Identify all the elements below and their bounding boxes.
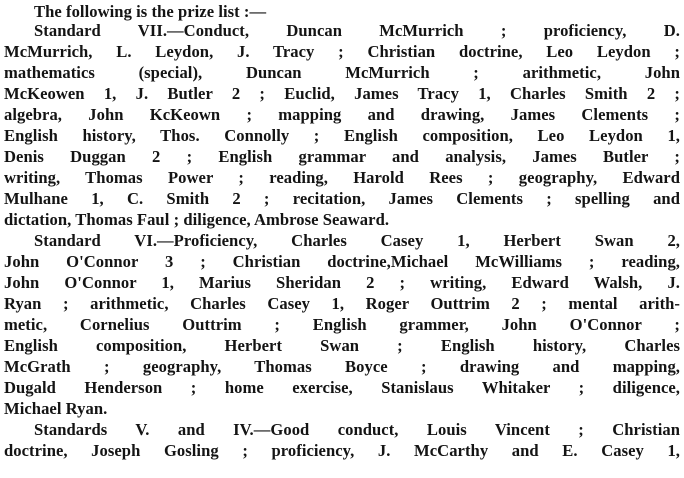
standard-vi-line: metic, Cornelius Outtrim ; English grammer, John O'Connor ; xyxy=(4,315,680,334)
standard-vii-line: McMurrich, L. Leydon, J. Tracy ; Christian doctrine, Leo Leydon ; xyxy=(4,42,680,61)
standard-vi-line: John O'Connor 3 ; Christian doctrine,Michael McWilliams ; reading, xyxy=(4,252,680,271)
standards-v-iv-line: doctrine, Joseph Gosling ; proficiency, J. McCarthy and E. Casey 1, xyxy=(4,441,680,460)
standard-vii-line: Standard VII.—Conduct, Duncan McMurrich ; proficiency, D. xyxy=(34,21,680,40)
standard-vii-line: writing, Thomas Power ; reading, Harold Rees ; geography, Edward xyxy=(4,168,680,187)
standard-vi-line: McGrath ; geography, Thomas Boyce ; drawing and mapping, xyxy=(4,357,680,376)
standard-vi-line: Ryan ; arithmetic, Charles Casey 1, Roger Outtrim 2 ; mental arith- xyxy=(4,294,680,313)
standard-vi-line-last: Michael Ryan. xyxy=(4,399,108,418)
standard-vi-line: Dugald Henderson ; home exercise, Stanislaus Whitaker ; diligence, xyxy=(4,378,680,397)
standard-vi-line: John O'Connor 1, Marius Sheridan 2 ; writing, Edward Walsh, J. xyxy=(4,273,680,292)
standard-vii-line: Denis Duggan 2 ; English grammar and analysis, James Butler ; xyxy=(4,147,680,166)
standard-vii-line: algebra, John KcKeown ; mapping and drawing, James Clements ; xyxy=(4,105,680,124)
standard-vii-line: English history, Thos. Connolly ; English composition, Leo Leydon 1, xyxy=(4,126,680,145)
prize-list-heading: The following is the prize list :— xyxy=(34,2,267,21)
standard-vii-line: mathematics (special), Duncan McMurrich ; arithmetic, John xyxy=(4,63,680,82)
standard-vii-line: Mulhane 1, C. Smith 2 ; recitation, James Clements ; spelling and xyxy=(4,189,680,208)
standard-vi-line: English composition, Herbert Swan ; English history, Charles xyxy=(4,336,680,355)
standard-vii-line: McKeowen 1, J. Butler 2 ; Euclid, James Tracy 1, Charles Smith 2 ; xyxy=(4,84,680,103)
standard-vii-line-last: dictation, Thomas Faul ; diligence, Ambrose Seaward. xyxy=(4,210,390,229)
standards-v-iv-line: Standards V. and IV.—Good conduct, Louis Vincent ; Christian xyxy=(34,420,680,439)
standard-vi-line: Standard VI.—Proficiency, Charles Casey 1, Herbert Swan 2, xyxy=(34,231,680,250)
